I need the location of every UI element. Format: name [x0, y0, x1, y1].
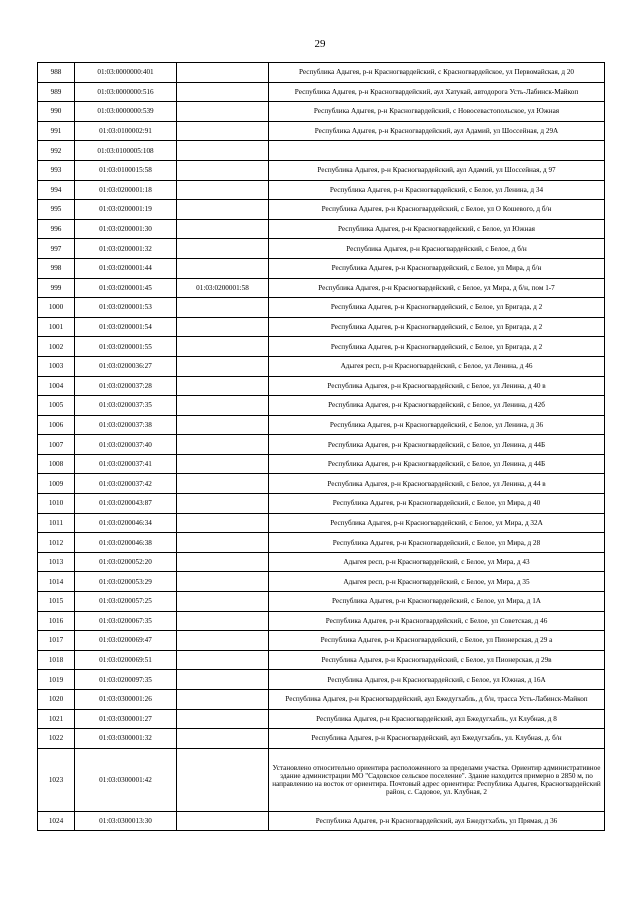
- table-row: [38, 729, 605, 749]
- cadastral-number-cell: 01:03:0000000:401: [75, 63, 177, 83]
- address-cell: Республика Адыгея, р-н Красногвардейский, с Белое, ул Мира, д б/н, пом 1-7: [269, 278, 605, 298]
- table-row: [38, 474, 605, 494]
- related-cadastral-number-cell: [177, 141, 269, 161]
- table-row: [38, 337, 605, 357]
- cadastral-number-cell: 01:03:0200037:41: [75, 454, 177, 474]
- address-cell: Адыгея респ, р-н Красногвардейский, с Белое, ул Мира, д 43: [269, 552, 605, 572]
- related-cadastral-number-cell: [177, 337, 269, 357]
- table-row: [38, 102, 605, 122]
- related-cadastral-number-cell: [177, 474, 269, 494]
- row-number-cell: 992: [38, 141, 75, 161]
- row-number-cell: 994: [38, 180, 75, 200]
- address-cell: Республика Адыгея, р-н Красногвардейский, с Белое, ул Южная: [269, 219, 605, 239]
- table-row: [38, 435, 605, 455]
- address-cell: Республика Адыгея, р-н Красногвардейский, аул Хатукай, автодорога Усть-Лабинск-Майкоп: [269, 82, 605, 102]
- row-number-cell: 1017: [38, 631, 75, 651]
- table-row: [38, 552, 605, 572]
- related-cadastral-number-cell: [177, 356, 269, 376]
- address-cell: Республика Адыгея, р-н Красногвардейский, с Белое, ул Ленина, д 40 в: [269, 376, 605, 396]
- table-row: [38, 748, 605, 811]
- related-cadastral-number-cell: [177, 63, 269, 83]
- table-row: [38, 278, 605, 298]
- cadastral-number-cell: 01:03:0300001:26: [75, 690, 177, 710]
- row-number-cell: 998: [38, 258, 75, 278]
- row-number-cell: 1022: [38, 729, 75, 749]
- address-cell: Республика Адыгея, р-н Красногвардейский, с Белое, ул Мира, д 1А: [269, 592, 605, 612]
- row-number-cell: 1020: [38, 690, 75, 710]
- row-number-cell: 1013: [38, 552, 75, 572]
- address-cell: Республика Адыгея, р-н Красногвардейский, с Белое, ул Бригада, д 2: [269, 298, 605, 318]
- cadastral-number-cell: 01:03:0200001:30: [75, 219, 177, 239]
- table-row: [38, 415, 605, 435]
- address-cell: Республика Адыгея, р-н Красногвардейский, с Белое, ул Ленина, д 42б: [269, 396, 605, 416]
- cadastral-number-cell: 01:03:0200046:38: [75, 533, 177, 553]
- row-number-cell: 1006: [38, 415, 75, 435]
- related-cadastral-number-cell: [177, 219, 269, 239]
- cadastral-number-cell: 01:03:0200001:19: [75, 200, 177, 220]
- table-row: [38, 298, 605, 318]
- cadastral-number-cell: 01:03:0300013:30: [75, 811, 177, 831]
- row-number-cell: 996: [38, 219, 75, 239]
- cadastral-number-cell: 01:03:0200001:18: [75, 180, 177, 200]
- table-row: [38, 709, 605, 729]
- related-cadastral-number-cell: [177, 415, 269, 435]
- row-number-cell: 1000: [38, 298, 75, 318]
- related-cadastral-number-cell: [177, 180, 269, 200]
- related-cadastral-number-cell: [177, 611, 269, 631]
- row-number-cell: 1001: [38, 317, 75, 337]
- address-cell: Адыгея респ, р-н Красногвардейский, с Белое, ул Ленина, д 46: [269, 356, 605, 376]
- related-cadastral-number-cell: [177, 376, 269, 396]
- table-row: [38, 494, 605, 514]
- related-cadastral-number-cell: [177, 121, 269, 141]
- registry-table-body: [38, 63, 605, 831]
- address-cell: Республика Адыгея, р-н Красногвардейский, с Красногвардейское, ул Первомайская, д 20: [269, 63, 605, 83]
- table-row: [38, 219, 605, 239]
- cadastral-number-cell: 01:03:0200001:32: [75, 239, 177, 259]
- row-number-cell: 999: [38, 278, 75, 298]
- cadastral-number-cell: 01:03:0200001:55: [75, 337, 177, 357]
- cadastral-number-cell: 01:03:0100002:91: [75, 121, 177, 141]
- table-row: [38, 200, 605, 220]
- related-cadastral-number-cell: [177, 435, 269, 455]
- row-number-cell: 1015: [38, 592, 75, 612]
- address-cell: Республика Адыгея, р-н Красногвардейский, с Белое, ул Ленина, д 36: [269, 415, 605, 435]
- row-number-cell: 989: [38, 82, 75, 102]
- table-row: [38, 396, 605, 416]
- cadastral-number-cell: 01:03:0200037:40: [75, 435, 177, 455]
- cadastral-number-cell: 01:03:0200053:29: [75, 572, 177, 592]
- cadastral-number-cell: 01:03:0000000:539: [75, 102, 177, 122]
- address-cell: Республика Адыгея, р-н Красногвардейский, с Белое, ул Южная, д 16А: [269, 670, 605, 690]
- row-number-cell: 997: [38, 239, 75, 259]
- row-number-cell: 1008: [38, 454, 75, 474]
- page-number: 29: [314, 38, 326, 50]
- table-row: [38, 121, 605, 141]
- related-cadastral-number-cell: [177, 454, 269, 474]
- row-number-cell: 993: [38, 160, 75, 180]
- related-cadastral-number-cell: [177, 572, 269, 592]
- related-cadastral-number-cell: [177, 670, 269, 690]
- row-number-cell: 1007: [38, 435, 75, 455]
- address-cell: Республика Адыгея, р-н Красногвардейский, с Белое, ул Бригада, д 2: [269, 317, 605, 337]
- related-cadastral-number-cell: [177, 650, 269, 670]
- row-number-cell: 991: [38, 121, 75, 141]
- cadastral-number-cell: 01:03:0200037:35: [75, 396, 177, 416]
- row-number-cell: 1009: [38, 474, 75, 494]
- row-number-cell: 990: [38, 102, 75, 122]
- cadastral-number-cell: 01:03:0200037:38: [75, 415, 177, 435]
- related-cadastral-number-cell: [177, 160, 269, 180]
- related-cadastral-number-cell: 01:03:0200001:58: [177, 278, 269, 298]
- cadastral-number-cell: 01:03:0200037:42: [75, 474, 177, 494]
- related-cadastral-number-cell: [177, 298, 269, 318]
- cadastral-number-cell: 01:03:0200001:53: [75, 298, 177, 318]
- address-cell: Республика Адыгея, р-н Красногвардейский, с Белое, ул Ленина, д 44 в: [269, 474, 605, 494]
- row-number-cell: 1019: [38, 670, 75, 690]
- address-cell: Республика Адыгея, р-н Красногвардейский, с Белое, ул Бригада, д 2: [269, 337, 605, 357]
- cadastral-number-cell: 01:03:0200037:28: [75, 376, 177, 396]
- address-cell: Республика Адыгея, р-н Красногвардейский, с Белое, ул Ленина, д 44Б: [269, 435, 605, 455]
- cadastral-number-cell: 01:03:0200001:44: [75, 258, 177, 278]
- address-cell: Республика Адыгея, р-н Красногвардейский, аул Бжедугхабль, ул Клубная, д 8: [269, 709, 605, 729]
- related-cadastral-number-cell: [177, 317, 269, 337]
- row-number-cell: 1024: [38, 811, 75, 831]
- cadastral-number-cell: 01:03:0100005:108: [75, 141, 177, 161]
- table-row: [38, 670, 605, 690]
- row-number-cell: 1023: [38, 748, 75, 811]
- row-number-cell: 1014: [38, 572, 75, 592]
- table-row: [38, 811, 605, 831]
- cadastral-number-cell: 01:03:0200001:45: [75, 278, 177, 298]
- row-number-cell: 995: [38, 200, 75, 220]
- related-cadastral-number-cell: [177, 494, 269, 514]
- address-cell: Республика Адыгея, р-н Красногвардейский, с Белое, ул Мира, д 28: [269, 533, 605, 553]
- cadastral-number-cell: 01:03:0200052:20: [75, 552, 177, 572]
- address-cell: Республика Адыгея, р-н Красногвардейский, с Белое, ул Ленина, д 44Б: [269, 454, 605, 474]
- related-cadastral-number-cell: [177, 82, 269, 102]
- related-cadastral-number-cell: [177, 811, 269, 831]
- address-cell: Республика Адыгея, р-н Красногвардейский, аул Бжедугхабль, ул. Клубная, д. б/н: [269, 729, 605, 749]
- table-row: [38, 611, 605, 631]
- table-row: [38, 592, 605, 612]
- address-cell: Республика Адыгея, р-н Красногвардейский, аул Адамий, ул Шоссейная, д 97: [269, 160, 605, 180]
- row-number-cell: 1002: [38, 337, 75, 357]
- cadastral-number-cell: 01:03:0300001:32: [75, 729, 177, 749]
- address-cell: Республика Адыгея, р-н Красногвардейский, аул Бжедугхабль, д б/н, трасса Усть-Лабинск-Майкоп: [269, 690, 605, 710]
- related-cadastral-number-cell: [177, 258, 269, 278]
- row-number-cell: 1003: [38, 356, 75, 376]
- cadastral-number-cell: 01:03:0200069:51: [75, 650, 177, 670]
- address-cell: Республика Адыгея, р-н Красногвардейский, с Белое, ул Мира, д 32А: [269, 513, 605, 533]
- related-cadastral-number-cell: [177, 513, 269, 533]
- address-cell: [269, 141, 605, 161]
- row-number-cell: 1005: [38, 396, 75, 416]
- cadastral-number-cell: 01:03:0200067:35: [75, 611, 177, 631]
- table-row: [38, 631, 605, 651]
- table-row: [38, 239, 605, 259]
- row-number-cell: 1010: [38, 494, 75, 514]
- related-cadastral-number-cell: [177, 748, 269, 811]
- table-row: [38, 63, 605, 83]
- related-cadastral-number-cell: [177, 533, 269, 553]
- row-number-cell: 1021: [38, 709, 75, 729]
- table-row: [38, 572, 605, 592]
- row-number-cell: 1018: [38, 650, 75, 670]
- address-cell: Республика Адыгея, р-н Красногвардейский, с Белое, ул Ленина, д 34: [269, 180, 605, 200]
- table-row: [38, 141, 605, 161]
- row-number-cell: 1012: [38, 533, 75, 553]
- related-cadastral-number-cell: [177, 396, 269, 416]
- cadastral-number-cell: 01:03:0200001:54: [75, 317, 177, 337]
- table-row: [38, 376, 605, 396]
- table-row: [38, 533, 605, 553]
- address-cell: Республика Адыгея, р-н Красногвардейский, с Новосевастопольское, ул Южная: [269, 102, 605, 122]
- related-cadastral-number-cell: [177, 729, 269, 749]
- cadastral-number-cell: 01:03:0200069:47: [75, 631, 177, 651]
- table-row: [38, 317, 605, 337]
- address-cell: Республика Адыгея, р-н Красногвардейский, аул Бжедугхабль, ул Прямая, д 36: [269, 811, 605, 831]
- address-cell: Республика Адыгея, р-н Красногвардейский, с Белое, ул Мира, д б/н: [269, 258, 605, 278]
- row-number-cell: 1016: [38, 611, 75, 631]
- related-cadastral-number-cell: [177, 102, 269, 122]
- address-cell: Республика Адыгея, р-н Красногвардейский, с Белое, ул Пионерская, д 29 а: [269, 631, 605, 651]
- cadastral-number-cell: 01:03:0300001:42: [75, 748, 177, 811]
- related-cadastral-number-cell: [177, 592, 269, 612]
- table-row: [38, 160, 605, 180]
- related-cadastral-number-cell: [177, 239, 269, 259]
- address-cell: Республика Адыгея, р-н Красногвардейский, с Белое, ул О Кошевого, д б/н: [269, 200, 605, 220]
- address-cell: Адыгея респ, р-н Красногвардейский, с Белое, ул Мира, д 35: [269, 572, 605, 592]
- address-cell: Республика Адыгея, р-н Красногвардейский, с Белое, ул Пионерская, д 29в: [269, 650, 605, 670]
- related-cadastral-number-cell: [177, 709, 269, 729]
- table-row: [38, 180, 605, 200]
- table-row: [38, 82, 605, 102]
- address-cell: Республика Адыгея, р-н Красногвардейский, с Белое, ул Мира, д 40: [269, 494, 605, 514]
- related-cadastral-number-cell: [177, 690, 269, 710]
- cadastral-number-cell: 01:03:0200057:25: [75, 592, 177, 612]
- related-cadastral-number-cell: [177, 631, 269, 651]
- related-cadastral-number-cell: [177, 200, 269, 220]
- cadastral-number-cell: 01:03:0000000:516: [75, 82, 177, 102]
- cadastral-number-cell: 01:03:0200036:27: [75, 356, 177, 376]
- row-number-cell: 1004: [38, 376, 75, 396]
- table-row: [38, 650, 605, 670]
- table-row: [38, 513, 605, 533]
- cadastral-number-cell: 01:03:0300001:27: [75, 709, 177, 729]
- property-registry-table: [37, 62, 605, 831]
- row-number-cell: 1011: [38, 513, 75, 533]
- related-cadastral-number-cell: [177, 552, 269, 572]
- cadastral-number-cell: 01:03:0200043:87: [75, 494, 177, 514]
- row-number-cell: 988: [38, 63, 75, 83]
- table-row: [38, 356, 605, 376]
- address-cell: Республика Адыгея, р-н Красногвардейский, с Белое, д б/н: [269, 239, 605, 259]
- cadastral-number-cell: 01:03:0100015:58: [75, 160, 177, 180]
- cadastral-number-cell: 01:03:0200046:34: [75, 513, 177, 533]
- address-cell: Республика Адыгея, р-н Красногвардейский, аул Адамий, ул Шоссейная, д 29А: [269, 121, 605, 141]
- address-cell: Установлено относительно ориентира расположенного за пределами участка. Ориентир административное здание администрации МО "Садовское сельское поселение". Здание находится примерно в 2850 м, по направлению на восток от ориентира. Почтовый адрес ориентира: Республика Адыгея, Красногвардейский район, с. Садовое, ул. Клубная, 2: [269, 748, 605, 811]
- address-cell: Республика Адыгея, р-н Красногвардейский, с Белое, ул Советская, д 46: [269, 611, 605, 631]
- table-row: [38, 690, 605, 710]
- table-row: [38, 258, 605, 278]
- cadastral-number-cell: 01:03:0200097:35: [75, 670, 177, 690]
- table-row: [38, 454, 605, 474]
